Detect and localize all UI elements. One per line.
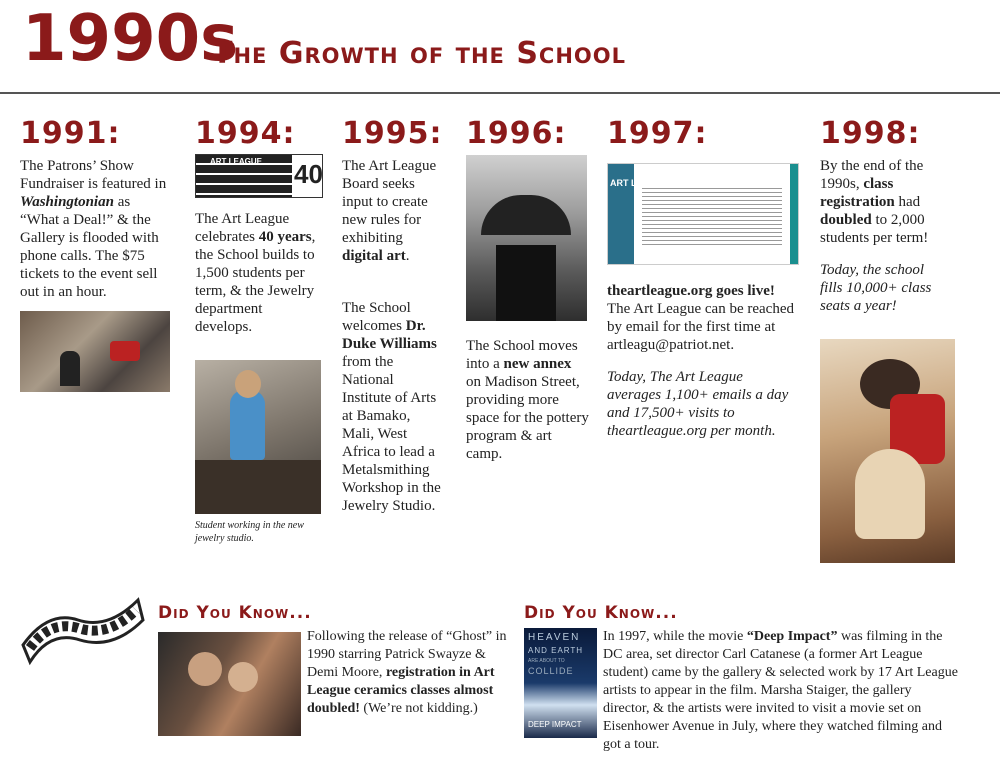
text-1995-digital: The Art League Board seeks input to create new rules for exhibiting digital art. [342,158,437,264]
caption-jewelry-studio: Student working in the new jewelry studio. [195,520,304,544]
website-screenshot [607,163,799,265]
text-1994: The Art League celebrates 40 years, the School builds to 1,500 students per term, & the Jewelry department develops. [195,211,316,335]
year-1997: 1997: [607,116,708,151]
column-1997 [607,282,797,454]
film-strip-icon [18,590,148,670]
photo-ghost-movie [158,632,301,736]
text-1991: The Patrons’ Show Fundraiser is featured in Washingtonian as “What a Deal!” & the Gallery is flooded with phone calls. The $75 tickets to the event sell out in an hour. [20,158,167,300]
text-1995-workshop: The School welcomes Dr. Duke Williams from the National Institute of Arts at Bamako, Mali, West Africa to lead a Metalsmithing Workshop in the Jewelry Studio. [342,300,441,514]
poster-and-earth: AND EARTH [528,646,584,655]
photo-madison-annex [466,155,587,321]
did-you-know-heading-2: Did You Know... [524,603,678,623]
column-1994 [195,210,320,350]
banner-text: ART LEAGUE [210,157,262,166]
did-you-know-text-2: In 1997, while the movie “Deep Impact” was filming in the DC area, set director Carl Catanese (a former Art League student) came by the gallery & selected work by 17 Art League artists to appear in the film. Marsha Staiger, the gallery director, & the artists were invited to visit a movie set on Eisenhower Avenue in July, where they watched filming and got a tour. [603,629,958,752]
photo-jewelry-studio [195,360,321,514]
website-logo: ART LEAGUE [610,178,669,188]
decade-title: 1990s [22,2,239,76]
year-1995: 1995: [342,116,443,151]
column-1998 [820,157,948,329]
page-headline: The Growth of the School [212,36,626,71]
deep-impact-poster [524,628,597,738]
poster-about-to: ARE ABOUT TO [528,658,565,664]
did-you-know-heading-1: Did You Know... [158,603,312,623]
photo-phone-bank [20,311,170,392]
poster-title: DEEP IMPACT [528,720,582,729]
column-1996 [466,337,590,477]
photo-potter-wheel [820,339,955,563]
did-you-know-text-1: Following the release of “Ghost” in 1990 starring Patrick Swayze & Demi Moore, registration in Art League ceramics classes almost doubled! (We’re not kidding.) [307,629,507,716]
header-divider [0,92,1000,94]
column-1995 [342,157,446,529]
text-1997-live: theartleague.org goes live! The Art League can be reached by email for the first time at artleagu@patriot.net. [607,283,794,353]
art-league-40-banner [195,154,323,198]
text-1998-doubled: By the end of the 1990s, class registration had doubled to 2,000 students per term! [820,158,929,246]
banner-forty: 40 [294,159,323,189]
year-1994: 1994: [195,116,296,151]
poster-heaven: HEAVEN [528,632,581,643]
text-1996: The School moves into a new annex on Madison Street, providing more space for the pottery program & art camp. [466,338,589,462]
year-1996: 1996: [466,116,567,151]
text-1998-today: Today, the school fills 10,000+ class seats a year! [820,262,932,314]
text-1997-today: Today, The Art League averages 1,100+ emails a day and 17,500+ visits to theartleague.org per month. [607,369,789,439]
column-1991 [20,157,172,315]
poster-collide: COLLIDE [528,666,574,676]
year-1991: 1991: [20,116,121,151]
year-1998: 1998: [820,116,921,151]
